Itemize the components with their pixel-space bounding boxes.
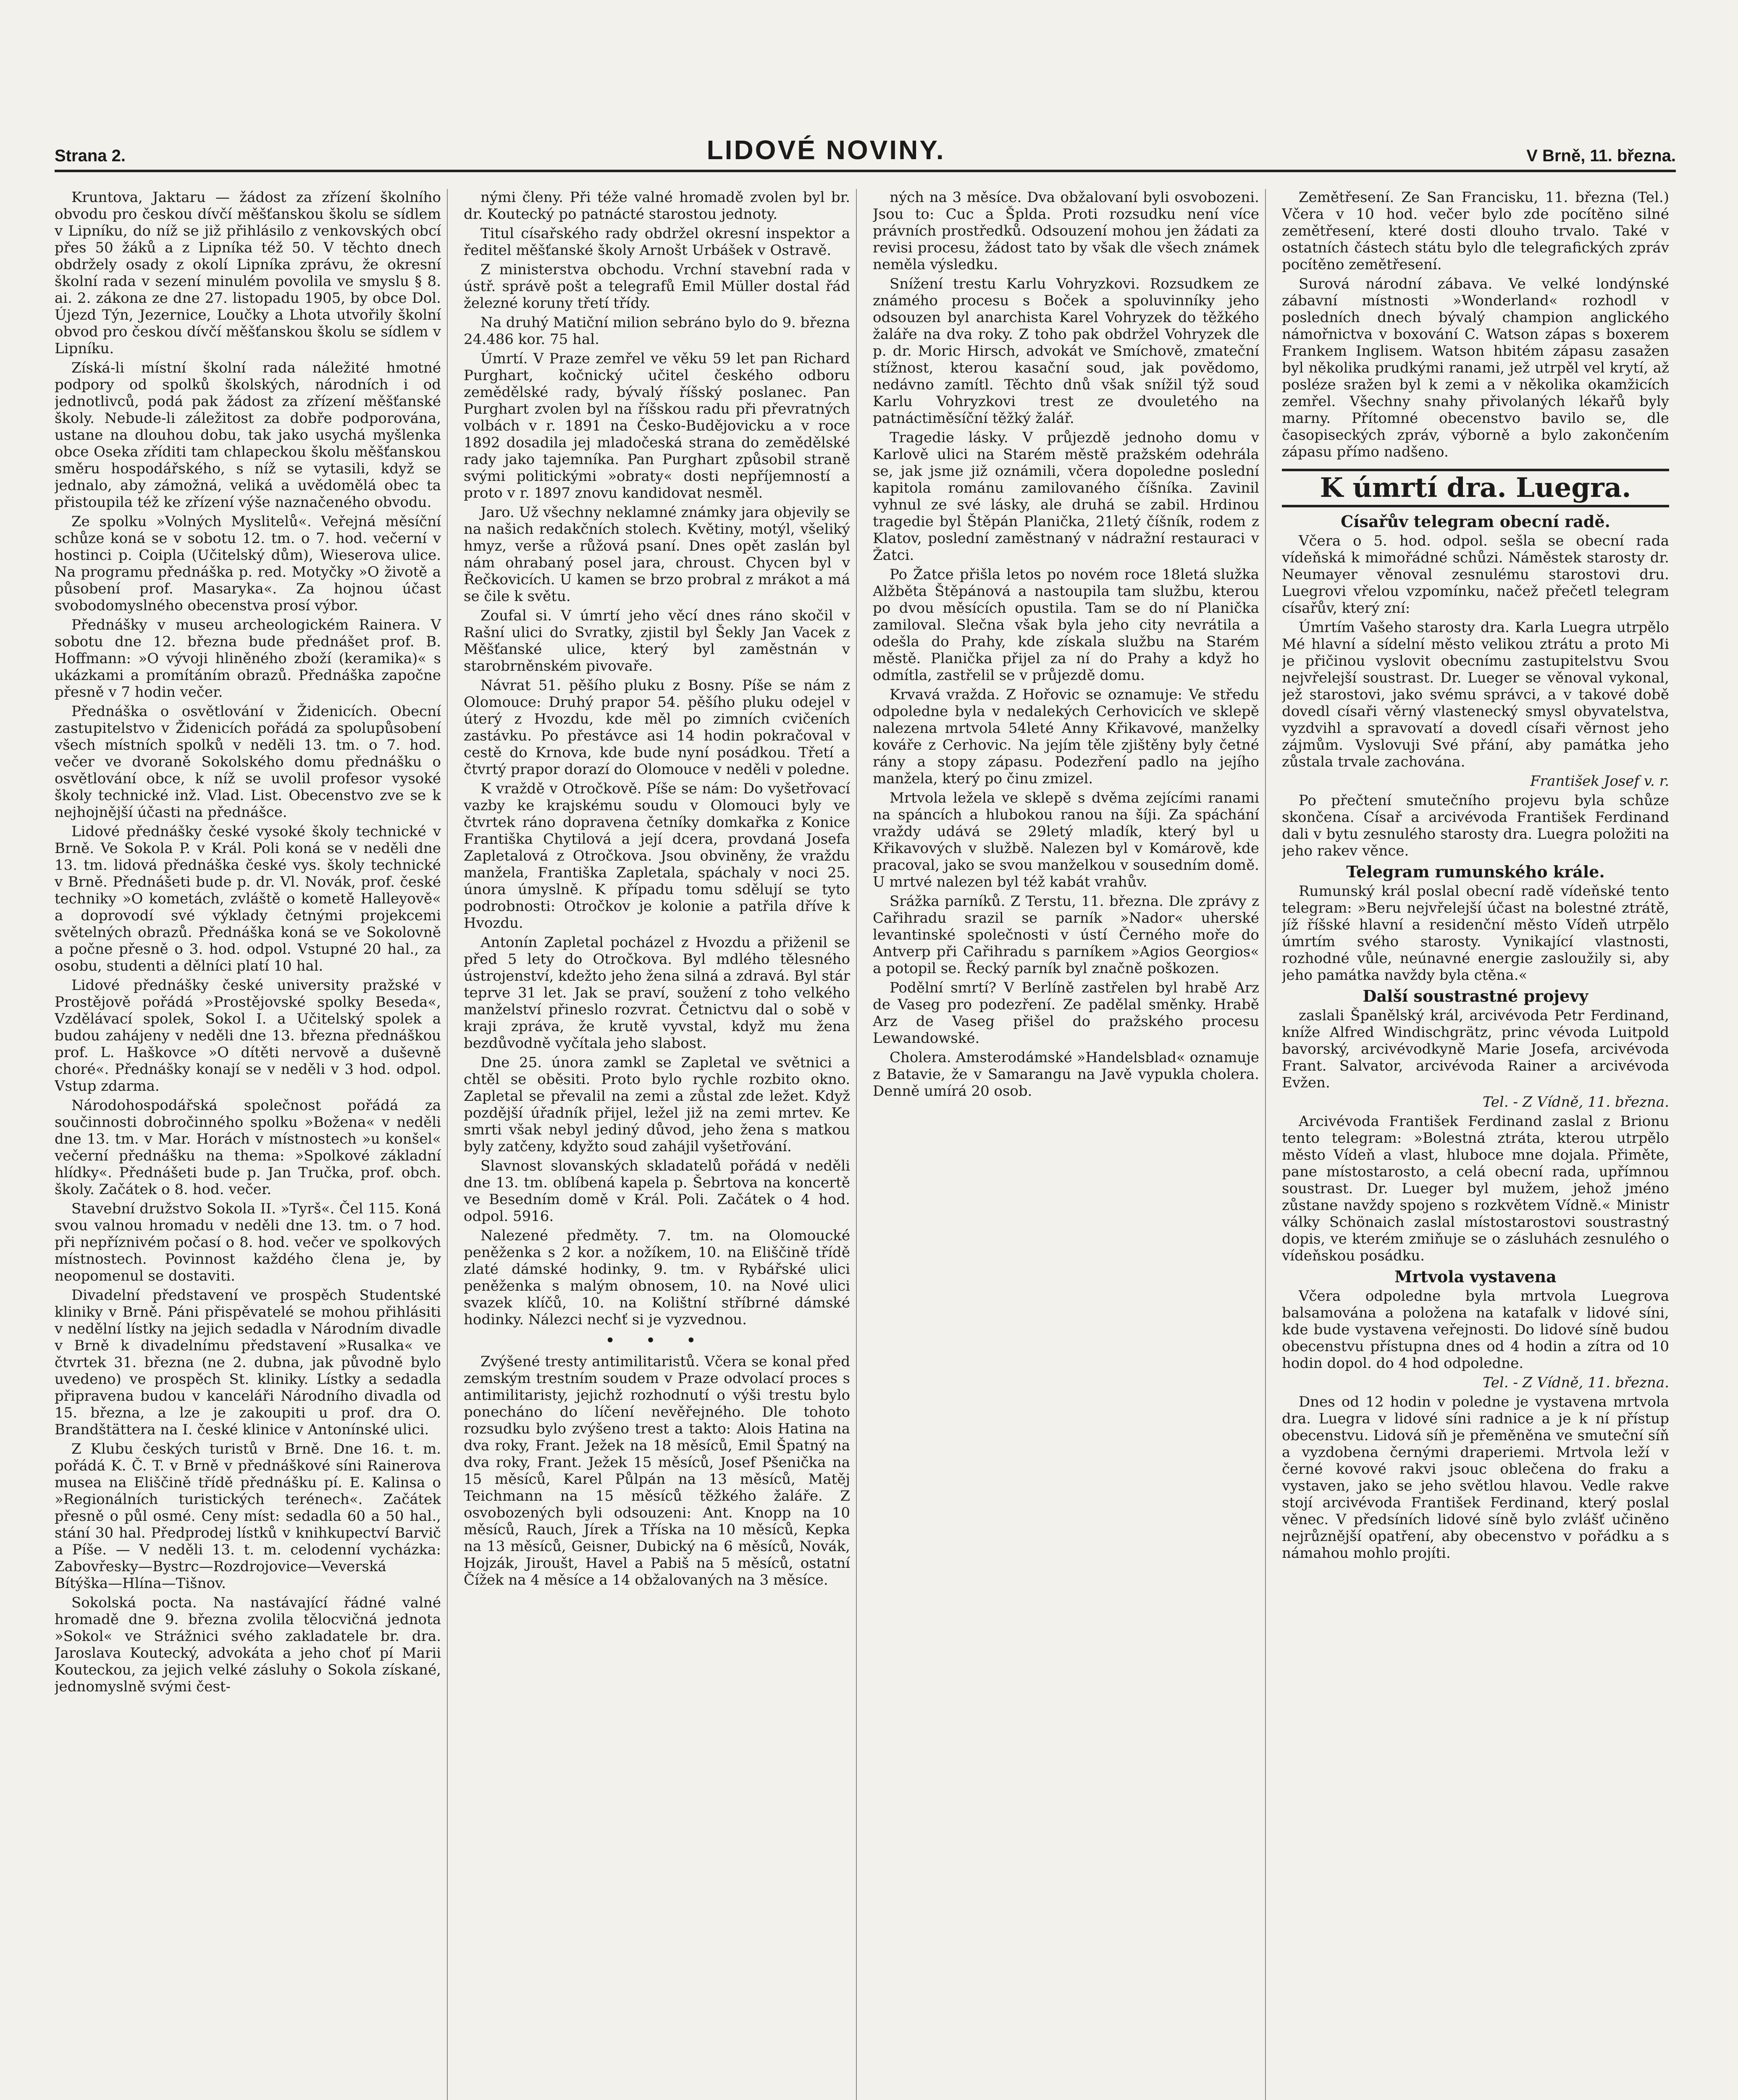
subheading: Císařův telegram obecní radě. [1341, 512, 1610, 531]
article-paragraph: zaslali Španělský král, arcivévoda Petr Ferdinand, kníže Alfred Windischgrätz, princ vévoda Luitpold bavorský, arcivévodkyně Marie Josefa, arcivévoda Frant. Salvator, arcivévoda Rainer a arcivévoda Evžen. [1282, 1007, 1669, 1091]
columns [55, 189, 1676, 2100]
signature-line: František Josef v. r. [1530, 773, 1669, 790]
article-paragraph: Slavnost slovanských skladatelů pořádá v neděli dne 13. tm. oblíbená kapela p. Šebrtova na koncertě ve Besedním domě v Král. Poli. Začátek o 4 hod. odpol. 5916. [464, 1158, 850, 1225]
article-paragraph: Včera o 5. hod. odpol. sešla se obecní rada vídeňská k mimořádné schůzi. Náměstek starosty dr. Neumayer věnoval zesnulému starostovi dru. Luegrovi vřelou vzpomínku, načež přečetl telegram císařův, který zní: [1282, 533, 1669, 617]
separator: • • • [605, 1331, 709, 1350]
article-paragraph: Získá-li místní školní rada náležité hmotné podpory od spolků školských, národních i od jednotlivců, podá pak žádost za zřízení měšťanské školy. Nebude-li záležitost za dobře podporována, ustane na dlouhou dobu, tak jako usychá myšlenka obce Oseka zříditi tam chlapeckou školu měšťanskou směru hospodářského, s níž se vytasili, když se jednalo, aby zámožná, veliká a uvědomělá obec ta přistoupila též ke zřízení výše naznačeného obvodu. [55, 360, 441, 511]
article-paragraph: Zemětřesení. Ze San Francisku, 11. března (Tel.) Včera v 10 hod. večer bylo zde pocítěno silné zemětřesení, které dosti dlouho trvalo. Také v ostatních částech státu bylo dle telegrafických zpráv pocítěno zemětřesení. [1282, 189, 1669, 273]
article-paragraph: Nalezené předměty. 7. tm. na Olomoucké peněženka s 2 kor. a nožíkem, 10. na Eliščině třídě zlaté dámské hodinky, 9. tm. v Rybářské ulici peněženka s malým obnosem, 10. na Nové ulici svazek klíčů, 10. na Kolištní stříbrné dámské hodinky. Nálezci nechť si je vyzvednou. [464, 1227, 850, 1328]
article-paragraph: Podělní smrtí? V Berlíně zastřelen byl hrabě Arz de Vaseg pro podezření. Ze padělal směnky. Hrabě Arz de Vaseg přišel do pražského procesu Lewandowské. [873, 979, 1259, 1047]
signature-line: Tel. - Z Vídně, 11. března. [1482, 1094, 1669, 1110]
article-paragraph: ných na 3 měsíce. Dva obžalovaní byli osvobozeni. Jsou to: Cuc a Šplda. Proti rozsudku není více právních prostředků. Odsouzení mohou jen žádati za revisi procesu, žádost tato by však dle všech známek neměla výsledku. [873, 189, 1259, 273]
signature-line: Tel. - Z Vídně, 11. března. [1482, 1374, 1669, 1391]
article-paragraph: Tragedie lásky. V průjezdě jednoho domu v Karlově ulici na Starém městě pražském odehrála se, jak jsme již oznámili, včera dopoledne poslední kapitola románu zamilovaného číšníka. Zavinil vyhnul ze své lásky, ale druhá se zabil. Hrdinou tragedie byl Štěpán Planička, 21letý číšník, rodem z Klatov, poslední zaměstnaný v nádražní restauraci v Žatci. [873, 429, 1259, 564]
article-paragraph: Arcivévoda František Ferdinand zaslal z Brionu tento telegram: »Bolestná ztráta, kterou utrpělo město Vídeň a vlast, hluboce mne dojala. Přiměte, pane místostarosto, a celá obecní rada, upřímnou soustrast. Dr. Lueger byl mužem, jehož jméno zůstane navždy spojeno s rozkvětem Vídně.« Ministr války Schönaich zaslal místostarostovi soustrastný dopis, ve kterém zmiňuje se o zásluhách zesnulého o vídeňskou posádku. [1282, 1113, 1669, 1264]
article-paragraph: Přednáška o osvětlování v Židenicích. Obecní zastupitelstvo v Židenicích pořádá za spolupůsobení všech místních spolků v neděli 13. tm. o 7. hod. večer ve dvoraně Sokolského domu přednášku o osvětlování obce, k níž se uvolil profesor vysoké školy technické inž. Vlad. List. Obecenstvo zve se k nejhojnější účasti na přednášce. [55, 703, 441, 821]
page-number: Strana 2. [55, 147, 126, 165]
article-paragraph: Titul císařského rady obdržel okresní inspektor a ředitel měšťanské školy Arnošt Urbášek v Ostravě. [464, 225, 850, 259]
article-paragraph: Snížení trestu Karlu Vohryzkovi. Rozsudkem ze známého procesu s Boček a spoluvinníky jeho odsouzen byl anarchista Karel Vohryzek do těžkého žaláře na dva roky. Z toho pak obdržel Vohryzek dle p. dr. Moric Hirsch, advokát ve Smíchově, zmateční stížnost, kterou kasační soud, jak povědomo, nedávno zamítl. Těchto dnů však snížil týž soud Karlu Vohryzkovi trest ze dvouletého na patnáctiměsíční těžký žalář. [873, 276, 1259, 427]
article-paragraph: Jaro. Už všechny neklamné známky jara objevily se na našich redakčních stolech. Květiny, motýl, všeliký hmyz, verše a růžová psaní. Dnes opět zaslán byl nám ohrabaný posel jara, chroust. Chycen byl v Řečkovicích. U kamen se brzo probral z mrákot a má se čile k světu. [464, 504, 850, 605]
column-3 [873, 189, 1266, 2100]
article-paragraph: Dnes od 12 hodin v poledne je vystavena mrtvola dra. Luegra v lidové síni radnice a je k ní přístup obecenstvu. Lidová síň je přeměněna ve smuteční síň a vyzdobena černými draperiemi. Mrtvola leží v černé kovové rakvi jsouc oblečena do fraku a vystaven, jako se jeho světlou hlavou. Vedle rakve stojí arcivévoda František Ferdinand, který poslal věnec. V předsíních lidové síně bylo zvlášť učiněno nejrůznější opatření, aby obecenstvo v pořádku a s námahou mohlo projíti. [1282, 1394, 1669, 1562]
article-paragraph: Na druhý Matiční milion sebráno bylo do 9. března 24.486 kor. 75 hal. [464, 314, 850, 348]
article-paragraph: Zoufal si. V úmrtí jeho věcí dnes ráno skočil v Rašní ulici do Svratky, zjistil byl Šekly Jan Vacek z Měšťanské ulice, který byl zaměstnán v starobrněnském pivovaře. [464, 607, 850, 675]
article-paragraph: Lidové přednášky české vysoké školy technické v Brně. Ve Sokola P. v Král. Poli koná se v neděli dne 13. tm. lidová přednáška české vys. školy technické v Brně. Přednášeti bude p. dr. Vl. Novák, prof. české techniky »O kometách, zvláště o kometě Halleyově« a doprovodí své výklady četnými projekcemi světelných obrazů. Přednáška koná se ve Sokolovně a počne přesně o 3. hod. odpol. Vstupné 20 hal., za osobu, studenti a dělníci platí 10 hal. [55, 823, 441, 974]
article-paragraph: Zvýšené tresty antimilitaristů. Včera se konal před zemským trestním soudem v Praze odvolací proces s antimilitaristy, jejichž rozhodnutí o výši trestu bylo ponecháno do líčení nevěřejného. Dle tohoto rozsudku bylo zvýšeno trest a takto: Alois Hatina na dva roky, Frant. Ježek na 18 měsíců, Emil Špatný na dva roky, Frant. Ježek 15 měsíců, Josef Pšenička na 15 měsíců, Karel Půlpán na 13 měsíců, Matěj Teichmann na 15 měsíců těžkého žaláře. Z osvobozených byli odsouzeni: Ant. Knopp na 10 měsíců, Rauch, Jírek a Tříska na 10 měsíců, Kepka na 13 měsíců, Geisner, Dubický na 6 měsíců, Novák, Hojzák, Jiroušt, Havel a Pabiš na 5 měsíců, ostatní Čížek na 4 měsíce a 14 obžalovaných na 3 měsíce. [464, 1353, 850, 1588]
article-paragraph: Dne 25. února zamkl se Zapletal ve světnici a chtěl se oběsiti. Proto bylo rychle rozbito okno. Zapletal se převalil na zemi a zůstal zde ležet. Když pozdější úřadník přijel, ležel již na zemi mrtev. Ke smrti však nebyl jediný důvod, jeho žena s matkou byly zatčeny, kdyžto soud zahájil vyšetřování. [464, 1054, 850, 1155]
newspaper-page [55, 126, 1676, 2100]
article-paragraph: Návrat 51. pěšího pluku z Bosny. Píše se nám z Olomouce: Druhý prapor 54. pěšího pluku odejel v úterý z Hvozdu, kde měl po zimních cvičeních zastávku. Po přestávce asi 14 hodin pokračoval v cestě do Krnova, kde bude nyní posádkou. Třetí a čtvrtý prapor dorazí do Olomouce v neděli v poledne. [464, 677, 850, 778]
article-paragraph: Z ministerstva obchodu. Vrchní stavební rada v ústř. správě pošt a telegrafů Emil Müller dostal řád železné koruny třetí třídy. [464, 261, 850, 312]
article-paragraph: Lidové přednášky české university pražské v Prostějově pořádá »Prostějovské spolky Beseda«, Vzdělávací spolek, Sokol I. a Učitelský spolek a budou zahájeny v neděli dne 13. března přednáškou prof. L. Haškovce »O dítěti nervově a duševně choré«. Přednášky konají se v neděli v 3 hod. odpol. Vstup zdarma. [55, 977, 441, 1095]
article-paragraph: Surová národní zábava. Ve velké londýnské zábavní místnosti »Wonderland« rozhodl v posledních dnech bývalý champion anglického námořnictva v boxování C. Watson zápas s boxerem Frankem Inglisem. Watson hbitém zápasu zasažen byl několika prudkými ranami, jež utrpěl vel krytí, až posléze sražen byl k zemi a v několika okamžicích zemřel. Všechny snahy přivolaných lékařů byly marny. Přítomné obecenstvo bavilo se, dle časopiseckých zpráv, výborně a bylo zakončením zápasu přímo nadšeno. [1282, 276, 1669, 460]
article-paragraph: Úmrtí. V Praze zemřel ve věku 59 let pan Richard Purghart, kočnický učitel českého odboru zemědělské rady, bývalý říšský poslanec. Pan Purghart zvolen byl na říšskou radu při převratných volbách v r. 1891 na Česko-Budějovicku a v roce 1892 dosadila jej mladočeská strana do zemědělské rady jako tajemníka. Pan Purghart způsobil straně svými politickými »obraty« dosti nepříjemností a proto v r. 1897 znovu kandidovat nesměl. [464, 350, 850, 501]
column-1 [55, 189, 448, 2100]
article-paragraph: Rumunský král poslal obecní radě vídeňské tento telegram: »Beru nejvřelejší účast na bolestné ztrátě, jíž říšské hlavní a residenční město Vídeň utrpělo úmrtím svého starosty. Vynikající vlastnosti, rozhodné vůle, neúnavné energie zasloužily si, aby jeho památka navždy byla ctěna.« [1282, 883, 1669, 984]
article-paragraph: Sokolská pocta. Na nastávající řádné valné hromadě dne 9. března zvolila tělocvičná jednota »Sokol« ve Strážnici svého zakladatele br. dra. Jaroslava Koutecký, advokáta a jeho choť pí Marii Kouteckou, za jejich velké zásluhy o Sokola získané, jednomyslně svými čest- [55, 1594, 441, 1695]
section-heading: K úmrtí dra. Luegra. [1282, 469, 1669, 507]
article-paragraph: Cholera. Amsterodámské »Handelsblad« oznamuje z Batavie, že v Samarangu na Javě vypukla cholera. Denně umírá 20 osob. [873, 1049, 1259, 1100]
article-paragraph: Antonín Zapletal pocházel z Hvozdu a přiženil se před 5 lety do Otročkova. Byl mdlého tělesného ústrojenství, kdežto jeho žena silná a zdravá. Byl stár teprve 31 let. Jak se praví, soužení z toho velkého manželství přineslo rozvrat. Četnictvu dal o sobě v kraji zpráva, že krutě vyvstal, když mu žena bezdůvodně vyčítala jeho slabost. [464, 934, 850, 1052]
article-paragraph: Srážka parníků. Z Terstu, 11. března. Dle zprávy z Cařihradu srazil se parník »Nador« uherské levantinské společnosti v ústí Černého moře do Antverp při Cařihradu s parníkem »Agios Georgios« a potopil se. Řecký parník byl značně poškozen. [873, 893, 1259, 977]
article-paragraph: Divadelní představení ve prospěch Studentské kliniky v Brně. Páni přispěvatelé se mohou přihlásiti v nedělní lístky na jejich sedadla v Národním divadle v Brně k divadelnímu představení »Rusalka« ve čtvrtek 31. března (ne 2. dubna, jak původně bylo uvedeno) ve prospěch St. kliniky. Lístky a sedadla připravena budou v kanceláři Národního divadla od 15. března, a lze je zakoupiti u prof. dra O. Brandštättera na I. české klinice v Antonínské ulici. [55, 1287, 441, 1438]
article-paragraph: Krvavá vražda. Z Hořovic se oznamuje: Ve středu odpoledne byla v nedalekých Cerhovicích ve sklepě nalezena mrtvola 54leté Anny Křikavové, manželky kováře z Cerhovic. Na jejím těle zjištěny byly četné rány a stopy zápasu. Podezření padlo na jejího manžela, který po činu zmizel. [873, 686, 1259, 787]
subheading: Telegram rumunského krále. [1346, 862, 1605, 881]
article-paragraph: nými členy. Při téže valné hromadě zvolen byl br. dr. Koutecký po patnácté starostou jednoty. [464, 189, 850, 223]
subheading: Mrtvola vystavena [1394, 1267, 1557, 1286]
article-paragraph: Přednášky v museu archeologickém Rainera. V sobotu dne 12. března bude přednášet prof. B. Hoffmann: »O vývoji hliněného zboží (keramika)« s ukázkami a promítáním obrazů. Přednáška započne přesně v 7 hodin večer. [55, 617, 441, 701]
dateline: V Brně, 11. března. [1526, 147, 1676, 165]
column-4 [1282, 189, 1675, 2100]
subheading: Další soustrastné projevy [1363, 987, 1588, 1005]
article-paragraph: Stavební družstvo Sokola II. »Tyrš«. Čel 115. Koná svou valnou hromadu v neděli dne 13. tm. o 7 hod. při nepříznivém počasí o 8. hod. večer ve spolkových místnostech. Povinnost každého člena je, by neopomenul se dostaviti. [55, 1200, 441, 1284]
article-paragraph: Včera odpoledne byla mrtvola Luegrova balsamována a položena na katafalk v lidové síni, kde bude vystavena veřejnosti. Do lidové síně budou obecenstvu přístupna dnes od 4 hodin a zítra od 10 hodin dopol. do 4 hod odpoledne. [1282, 1288, 1669, 1372]
article-paragraph: Po Žatce přišla letos po novém roce 18letá služka Alžběta Štěpánová a nastoupila tam službu, kterou po dvou měsících opustila. Tam se do ní Planička zamiloval. Slečna však byla jeho city nevrátila a odešla do Prahy, kde získala službu na Starém městě. Planička přijel za ní do Prahy a když ho odmítla, zastřelil se v průjezdě domu. [873, 566, 1259, 684]
article-paragraph: Po přečtení smutečního projevu byla schůze skončena. Císař a arcivévoda František Ferdinand dali v bytu zesnulého starosty dra. Luegra položiti na jeho rakev věnce. [1282, 792, 1669, 859]
article-paragraph: Úmrtím Vašeho starosty dra. Karla Luegra utrpělo Mé hlavní a sídelní město velikou ztrátu a proto Mi je přičinou vyslovit obecnímu zastupitelstvu Svou nejvřelejší soustrast. Dr. Lueger se věnoval vykonal, jež starostovi, jako svému správci, a v takové době dovedl císaři věrný vlastenecký smysl obyvatelstva, vyzdvihl a spravovatí a dovedl císaři věrnost jeho zájmům. Vyslovuji Své přání, aby památka jeho zůstala trvale zachována. [1282, 619, 1669, 770]
article-paragraph: Mrtvola ležela ve sklepě s dvěma zejícími ranami na spáncích a hlubokou ranou na šíji. Za spáchání vraždy udává se 29letý mladík, který byl u Křikavových v službě. Nalezen byl v Komárově, kde pracoval, jako se svou manželkou v sousedním domě. U mrtvé nalezen byl též kabát vrahův. [873, 790, 1259, 890]
article-paragraph: Z Klubu českých turistů v Brně. Dne 16. t. m. pořádá K. Č. T. v Brně v přednáškové síni Rainerova musea na Eliščině třídě přednášku pí. E. Kalinsa o »Regionálních turistických terénech«. Začátek přesně o půl osmé. Ceny míst: sedadla 60 a 50 hal., stání 30 hal. Předprodej lístků v knihkupectví Barvič a Píše. — V neděli 13. t. m. celodenní vycházka: Zabovřesky—Bystrc—Rozdrojovice—Veverská Bítýška—Hlína—Tišnov. [55, 1441, 441, 1592]
article-paragraph: Kruntova, Jaktaru — žádost za zřízení školního obvodu pro českou dívčí měšťanskou školu se sídlem v Lipníku, do níž se již přihlásilo z venkovských obcí přes 50 žáků a z Lipníka též 50. V těchto dnech obdržely osady z okolí Lipníka zprávu, že okresní školní rada v sezení minulém povolila ve smyslu § 8. ai. 2. zákona ze dne 27. listopadu 1905, by obce Dol. Újezd Týn, Jezernice, Loučky a Lhota utvořily školní obvod pro českou dívčí měšťanskou školu se sídlem v Lipníku. [55, 189, 441, 357]
article-paragraph: K vraždě v Otročkově. Píše se nám: Do vyšetřovací vazby ke krajskému soudu v Olomouci byly ve čtvrtek ráno dopravena četníky domkařka z Konice Františka Chytilová a její dcera, provdaná Josefa Zapletalová z Otročkova. Jsou obviněny, že vraždu manžela, Františka Zapletala, spáchaly v noci 25. února úmyslně. K případu tomu sdělují se tyto podrobnosti: Otročkov je kolonie a patřila dříve k Hvozdu. [464, 780, 850, 932]
article-paragraph: Národohospodářská společnost pořádá za součinnosti dobročinného spolku »Božena« v neděli dne 13. tm. v Mar. Horách v místnostech »u konšel« večerní přednášku na thema: »Spolkové základní hlídky«. Přednášeti bude p. Jan Tručka, prof. obch. školy. Začátek o 8. hod. večer. [55, 1097, 441, 1198]
masthead-title: LIDOVÉ NOVINY. [706, 135, 945, 165]
column-2 [464, 189, 857, 2100]
article-paragraph: Ze spolku »Volných Myslitelů«. Veřejná měsíční schůze koná se v sobotu 12. tm. o 7. hod. večerní v hostinci p. Coipla (Učitelský dům), Wieserova ulice. Na programu přednáška p. red. Motyčky »O životě a působení prof. Masaryka«. Za hojnou účast svobodomyslného obecenstva prosí výbor. [55, 513, 441, 614]
page-header [55, 126, 1676, 172]
